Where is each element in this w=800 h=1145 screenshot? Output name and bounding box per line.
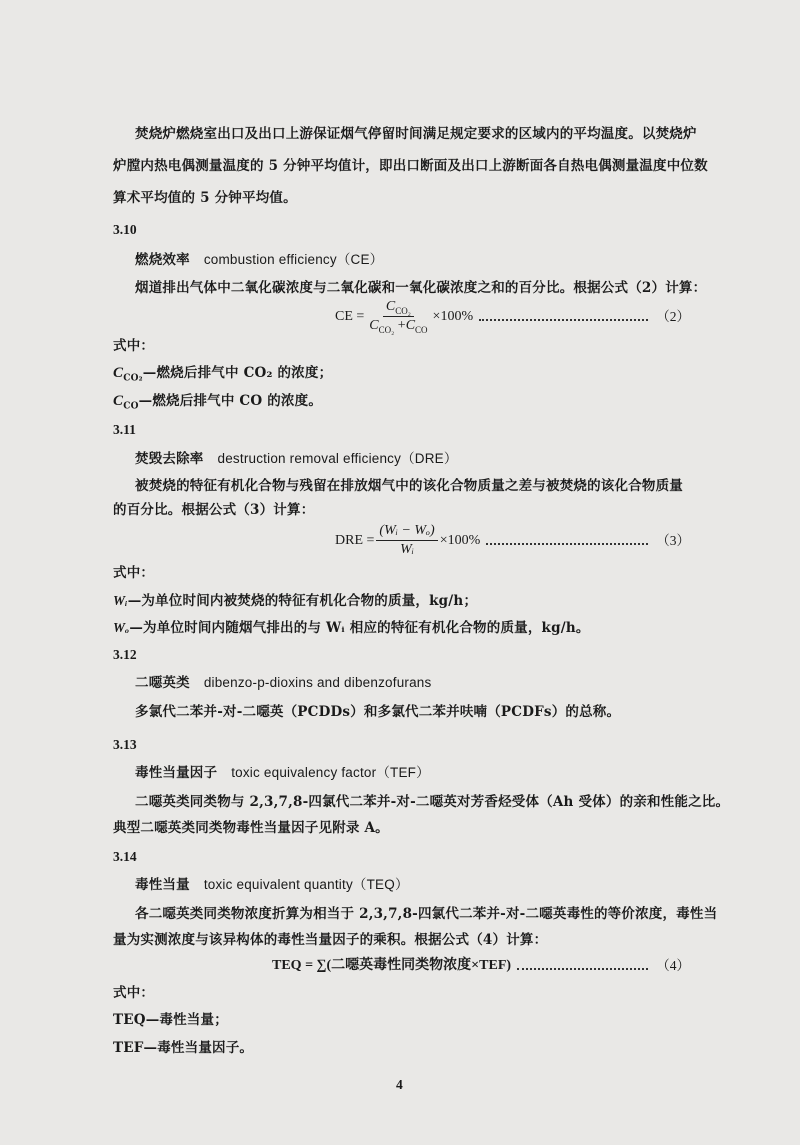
formula-mult: ×100% xyxy=(439,532,481,548)
formula-text: TEQ = ∑(二噁英毒性同类物浓度×TEF) xyxy=(272,958,512,973)
intro-line-2: 炉膛内热电偶测量温度的 5 分钟平均值计，即出口断面及出口上游断面各自热电偶测量温度中位数 xyxy=(113,158,708,174)
symbol: Wᵢ xyxy=(113,593,128,608)
leader-dots xyxy=(486,543,648,545)
intro-line-3: 算术平均值的 5 分钟平均值。 xyxy=(113,190,297,206)
variable-c-co2: $C_{CO_2}—$燃烧后排气中 CO₂ 的浓度； xyxy=(113,365,333,384)
formula-lhs: DRE = xyxy=(335,532,375,548)
desc: —为单位时间内随烟气排出的与 Wᵢ 相应的特征有机化合物的质量，kg/h。 xyxy=(129,620,590,636)
leader-dots xyxy=(479,319,648,321)
variable-wo xyxy=(113,619,590,637)
section-3-12-def: 多氯代二苯并-对-二噁英（PCDDs）和多氯代二苯并呋喃（PCDFs）的总称。 xyxy=(135,704,621,720)
formula-lhs: CE = xyxy=(335,308,365,324)
sub: CO₂ xyxy=(395,305,411,316)
sub: CO xyxy=(415,324,428,335)
page-number: 4 xyxy=(396,1077,403,1092)
desc: —为单位时间内被焚烧的特征有机化合物的质量，kg/h； xyxy=(127,593,478,609)
section-3-11-number: 3.11 xyxy=(113,422,136,437)
formula-4 xyxy=(272,958,690,974)
section-3-10-term xyxy=(135,251,383,269)
den-a: C xyxy=(369,318,379,333)
sub: CO xyxy=(123,401,139,412)
plus: + xyxy=(397,318,406,333)
term-cn: 燃烧效率 xyxy=(135,252,190,268)
section-3-14-def-2: 量为实测浓度与该异构体的毒性当量因子的乘积。根据公式（4）计算： xyxy=(113,932,548,948)
variable-c-co: $C_{CO}—$燃烧后排气中 CO 的浓度。 xyxy=(113,393,323,412)
where-label: 式中： xyxy=(113,338,155,354)
numerator: (Wᵢ − Wₒ) xyxy=(376,523,437,541)
intro-line-1: 焚烧炉燃烧室出口及出口上游保证烟气停留时间满足规定要求的区域内的平均温度。以焚烧炉 xyxy=(135,126,697,142)
variable-wi xyxy=(113,592,477,610)
symbol: Wₒ xyxy=(113,620,130,635)
term-cn: 焚毁去除率 xyxy=(135,451,204,467)
section-3-14-number: 3.14 xyxy=(113,849,137,864)
section-3-14-def-1: 各二噁英类同类物浓度折算为相当于 2,3,7,8-四氯代二苯并-对-二噁英毒性的等价浓度，毒性当 xyxy=(135,906,718,922)
section-3-13-def-1: 二噁英类同类物与 2,3,7,8-四氯代二苯并-对-二噁英对芳香烃受体（Ah 受体）的亲和性能之比。 xyxy=(135,794,730,810)
formula-2 xyxy=(335,299,690,334)
section-3-11-def-1: 被焚烧的特征有机化合物与残留在排放烟气中的该化合物质量之差与被焚烧的该化合物质量 xyxy=(135,478,683,494)
where-label: 式中： xyxy=(113,985,155,1001)
desc: —燃烧后排气中 CO₂ 的浓度； xyxy=(142,365,333,381)
leader-dots xyxy=(517,968,648,970)
where-label: 式中： xyxy=(113,565,155,581)
term-en: toxic equivalency factor（TEF） xyxy=(231,765,430,780)
variable-teq: TEQ—毒性当量； xyxy=(113,1012,228,1028)
desc: —燃烧后排气中 CO 的浓度。 xyxy=(138,393,323,409)
section-3-11-def-2: 的百分比。根据公式（3）计算： xyxy=(113,502,315,518)
section-3-10-number: 3.10 xyxy=(113,222,137,237)
section-3-13-term xyxy=(135,764,430,782)
den-b: C xyxy=(405,318,416,333)
section-3-10-definition: 烟道排出气体中二氧化碳浓度与二氧化碳和一氧化碳浓度之和的百分比。根据公式（2）计算： xyxy=(135,280,707,296)
term-cn: 二噁英类 xyxy=(135,675,190,691)
formula-3 xyxy=(335,523,690,558)
formula-mult: ×100% xyxy=(432,308,474,324)
term-en: combustion efficiency（CE） xyxy=(203,252,384,267)
equation-number-2: （2） xyxy=(656,308,690,324)
numerator: C xyxy=(385,299,396,314)
term-cn: 毒性当量因子 xyxy=(135,765,218,781)
denominator: Wᵢ xyxy=(400,542,414,557)
section-3-11-term xyxy=(135,450,458,468)
formula-fraction xyxy=(366,299,430,334)
term-en: destruction removal efficiency（DRE） xyxy=(217,451,458,466)
equation-number-4: （4） xyxy=(656,958,690,973)
term-cn: 毒性当量 xyxy=(135,877,190,893)
section-3-12-term xyxy=(135,674,431,692)
term-en: dibenzo-p-dioxins and dibenzofurans xyxy=(203,675,432,690)
section-3-13-number: 3.13 xyxy=(113,737,137,752)
equation-number-3: （3） xyxy=(656,532,690,548)
formula-fraction xyxy=(376,523,437,558)
term-en: toxic equivalent quantity（TEQ） xyxy=(203,877,409,892)
section-3-13-def-2: 典型二噁英类同类物毒性当量因子见附录 A。 xyxy=(113,820,389,836)
section-3-14-term xyxy=(135,876,409,894)
sub: CO₂ xyxy=(123,373,143,384)
sub: CO₂ xyxy=(378,324,395,335)
section-3-12-number: 3.12 xyxy=(113,647,137,662)
variable-tef: TEF—毒性当量因子。 xyxy=(113,1040,254,1056)
